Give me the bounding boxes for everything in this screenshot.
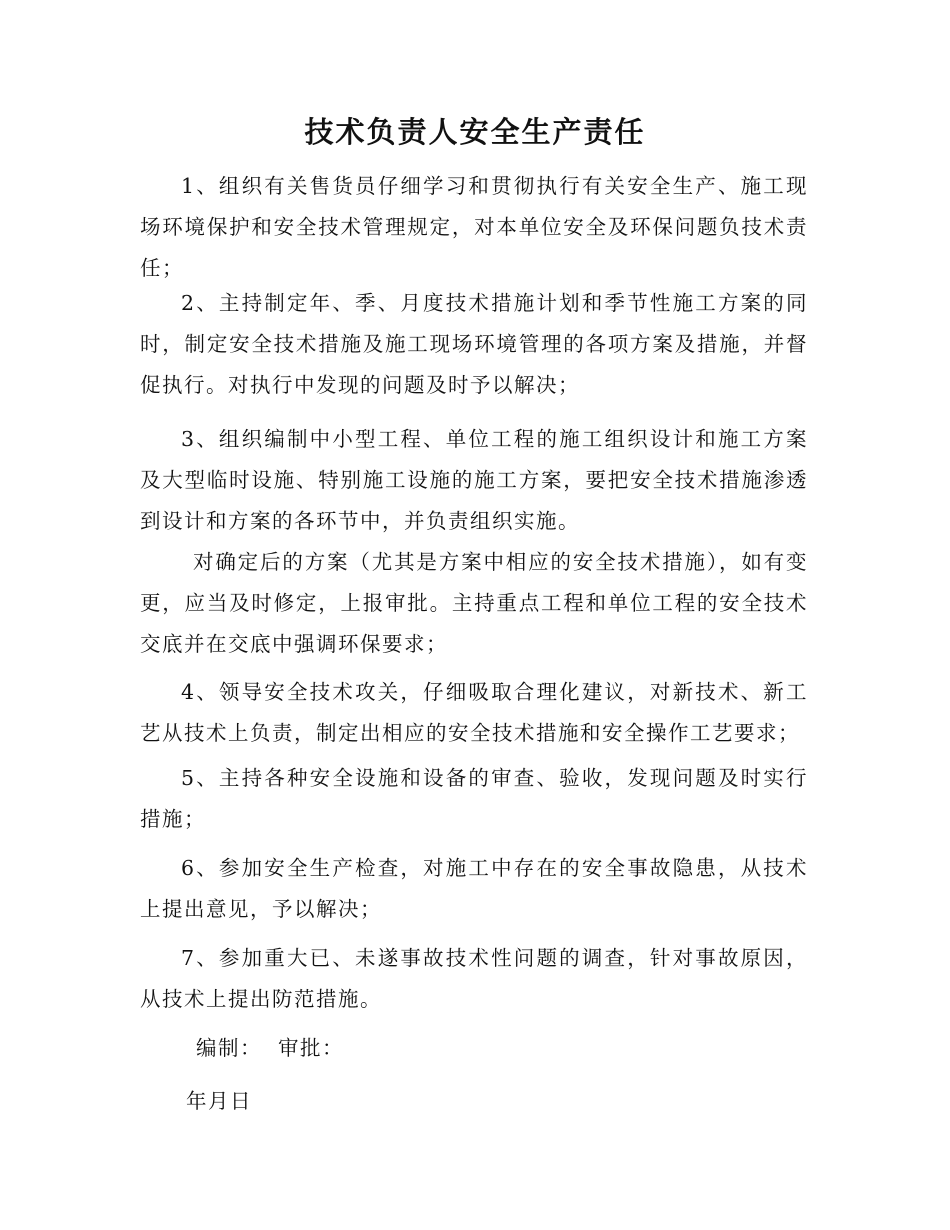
paragraph-3: 3、组织编制中小型工程、单位工程的施工组织设计和施工方案及大型临时设施、特别施工设施的施工方案，要把安全技术措施渗透到设计和方案的各环节中，并负责组织实施。: [140, 427, 808, 533]
paragraph-1: 1、组织有关售货员仔细学习和贯彻执行有关安全生产、施工现场环境保护和安全技术管理规定，对本单位安全及环保问题负技术责任；: [140, 174, 808, 280]
paragraph-2: 2、主持制定年、季、月度技术措施计划和季节性施工方案的同时，制定安全技术措施及施工现场环境管理的各项方案及措施，并督促执行。对执行中发现的问题及时予以解决；: [140, 291, 808, 397]
paragraph-5: 5、主持各种安全设施和设备的审查、验收，发现问题及时实行措施；: [140, 766, 808, 831]
date-line: 年月日: [186, 1089, 252, 1113]
paragraph-7: 7、参加重大已、未遂事故技术性问题的调查，针对事故原因，从技术上提出防范措施。: [140, 946, 808, 1011]
paragraph-3-continued: 对确定后的方案（尤其是方案中相应的安全技术措施），如有变更，应当及时修定，上报审批。主持重点工程和单位工程的安全技术交底并在交底中强调环保要求；: [140, 550, 808, 656]
paragraph-4: 4、领导安全技术攻关，仔细吸取合理化建议，对新技术、新工艺从技术上负责，制定出相应的安全技术措施和安全操作工艺要求；: [140, 680, 808, 745]
paragraph-6: 6、参加安全生产检查，对施工中存在的安全事故隐患，从技术上提出意见，予以解决；: [140, 856, 808, 921]
signature-line: 编制： 审批：: [196, 1036, 345, 1060]
document-title: 技术负责人安全生产责任: [304, 115, 646, 149]
